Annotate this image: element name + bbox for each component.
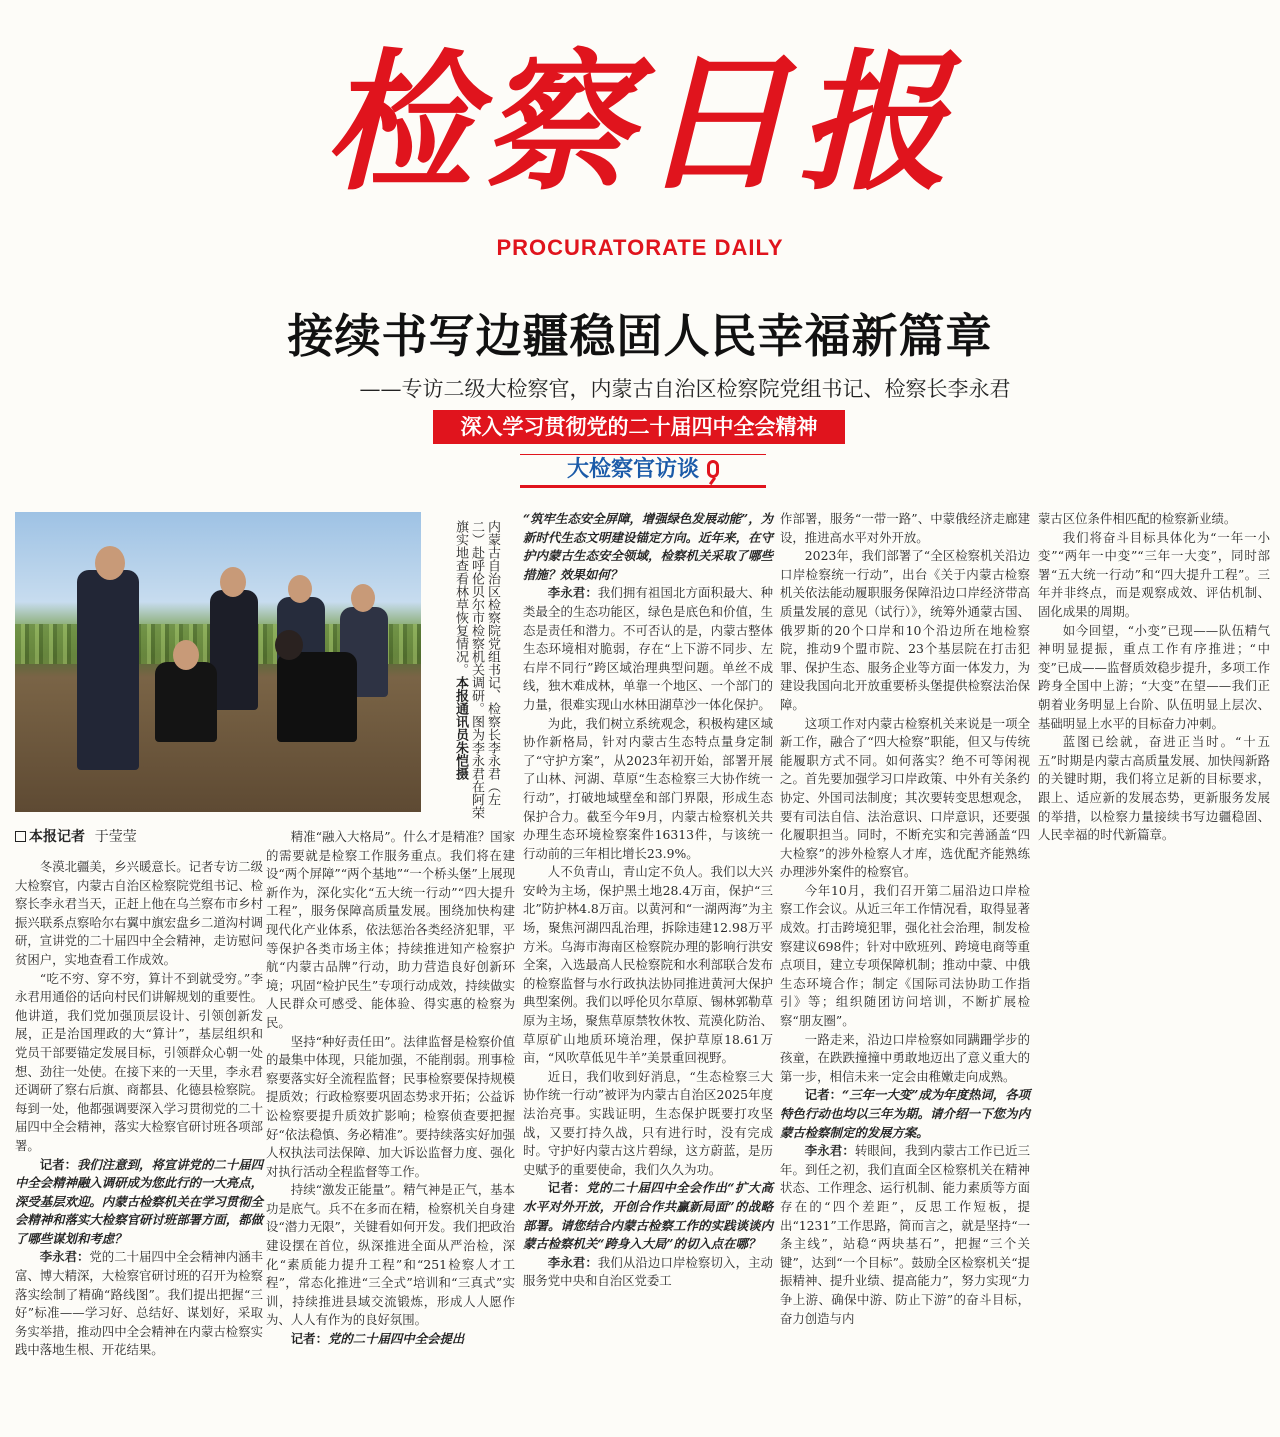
paragraph-text: 冬漠北疆美，乡兴暖意长。记者专访二级大检察官，内蒙古自治区检察院党组书记、检察长李永君当天，正赶上他在乌兰察布市乡村振兴联系点察哈尔右翼中旗宏盘乡二道沟村调研，宣讲党的二十届四中全会精神，走访慰问贫困户，实地查看工作成效。	[15, 859, 263, 967]
caption-text: 内蒙古自治区检察院党组书记、检察长李永君（左二）赴呼伦贝尔市检察机关调研。图为李永君在阿荣旗实地查看林草恢复情况。	[453, 520, 500, 819]
paragraph-text: 蓝图已绘就，奋进正当时。“十五五”时期是内蒙古高质量发展、加快闯新路的关键时期，我们将立足新的目标要求，跟上、适应新的发展态势，更新服务发展的举措，以检察力量接续书写边疆稳固、人民幸福的时代新篇章。	[1038, 734, 1270, 843]
person-head	[95, 546, 125, 580]
paragraph	[15, 1156, 263, 1249]
paragraph-text: 党的二十届四中全会精神内涵丰富、博大精深，大检察官研讨班的召开为检察落实绘制了精确“路线图”。我们提出把握“三好”标准——学习好、总结好、谋划好，采取务实举措，推动四中全会精神在内蒙古检察实践中落地生根、开花结果。	[15, 1249, 264, 1358]
paragraph-text: 转眼间，我到内蒙古工作已近三年。到任之初，我们直面全区检察机关在精神状态、工作理念、运行机制、能力素质等方面存在的“四个差距”，反思工作短板，提出“1231”工作思路，简而言之，就是坚持“一条主线”，站稳“两块基石”，把握“三个关键”，达到“一个目标”。鼓励全区检察机关“提振精神、提升业绩、提高能力”，努力实现“力争上游、确保中游、防止下游”的奋斗目标，奋力创造与内	[780, 1143, 1031, 1326]
masthead-english: PROCURATORATE DAILY	[496, 235, 784, 260]
article-column-5	[1038, 510, 1270, 910]
paragraph	[15, 858, 263, 970]
subheadline: ——专访二级大检察官，内蒙古自治区检察院党组书记、检察长李永君	[359, 377, 1011, 401]
headline: 接续书写边疆稳固人民幸福新篇章	[287, 309, 993, 363]
paragraph	[780, 1031, 1030, 1087]
paragraph	[780, 1086, 1030, 1142]
paragraph	[15, 1248, 263, 1360]
paragraph-text: 这项工作对内蒙古检察机关来说是一项全新工作，融合了“四大检察”职能，但又与传统能履职方式不同。如何落实？绝不可等闲视之。首先要加强学习口岸政策、中外有关条约协定、外国司法制度；其次要转变思想观念，要有司法自信、法治意识、口岸意识，还要强化履职担当。同时，不断充实和完善涵盖“四大检察”的涉外检察人才库，选优配齐能熟练办理涉外案件的检察官。	[780, 715, 1030, 880]
person-head	[275, 630, 303, 660]
paragraph-text: 蒙古区位条件相匹配的检察新业绩。	[1038, 511, 1237, 526]
person-head	[351, 584, 375, 612]
person-head	[288, 575, 312, 603]
speaker-label: 记者：	[39, 1156, 77, 1172]
speaker-label: 记者：	[547, 1180, 587, 1196]
paragraph-text: 我们将奋斗目标具体化为“一年一小变”“两年一中变”“三年一大变”，同时部署“五大统一行动”和“四大提升工程”。三年并非终点，而是观察成效、评估机制、固化成果的周期。	[1038, 529, 1270, 619]
paragraph-text: 如今回望，“小变”已现——队伍精气神明显提振，重点工作有序推进；“中变”已成——监督质效稳步提升，多项工作跨身全国中上游；“大变”在望——我们正朝着业务明显上台阶、队伍明显上层次、基础明显上水平的目标奋力冲刺。	[1038, 622, 1270, 731]
paragraph-text: 人不负青山，青山定不负人。我们以大兴安岭为主场，保护黑土地28.4万亩，保护“三北”防护林4.8万亩。以黄河和“一湖两海”为主场，聚焦河湖四乱治理，拆除违建12.98万平方米。乌海市海南区检察院办理的影响行洪安全案，入选最高人民检察院和水利部联合发布的检察监督与水行政执法协同推进黄河大保护典型案例。我们以呼伦贝尔草原、锡林郭勒草原为主场，聚焦草原禁牧休牧、荒漠化防治、草原矿山地质环境治理，保护草原18.61万亩，“风吹草低见牛羊”美景重回视野。	[523, 864, 773, 1066]
photo-caption	[428, 520, 500, 820]
paragraph	[780, 882, 1030, 1031]
person-figure	[155, 662, 217, 742]
paragraph-text: 我们注意到，将宣讲党的二十届四中全会精神融入调研成为您此行的一大亮点，深受基层欢迎。内蒙古检察机关在学习贯彻全会精神和落实大检察官研讨班部署方面，都做了哪些谋划和考虑？	[15, 1156, 264, 1246]
paragraph-text: 精准“融入大格局”。什么才是精准？国家的需要就是检察工作服务重点。我们将在建设“两个屏障”“两个基地”“一个桥头堡”上展现新作为，深化实化“五大统一行动”“四大提升工程”，服务保障高质量发展。围绕加快构建现代化产业体系，依法惩治各类经济犯罪，平等保护各类市场主体；持续推进知产检察护航“内蒙古品牌”行动，助力营造良好创新环境；巩固“检护民生”专项行动成效，持续做实人民群众可感受、能体验、得实惠的检察为民。	[266, 829, 515, 1030]
theme-banner: 深入学习贯彻党的二十届四中全会精神	[433, 410, 845, 444]
paragraph	[523, 1068, 773, 1180]
news-photo	[15, 512, 421, 812]
paragraph	[266, 1330, 515, 1349]
byline-label: 本报记者	[29, 829, 85, 845]
byline	[15, 826, 265, 846]
paragraph	[523, 1179, 773, 1253]
byline-author: 于莹莹	[94, 829, 137, 845]
paragraph	[780, 715, 1030, 882]
paragraph-text: 坚持“种好责任田”。法律监督是检察价值的最集中体现，只能加强，不能削弱。刑事检察要落实好全流程监督；民事检察要保持规模提质效；行政检察要巩固态势求开拓；公益诉讼检察要提升质效扩影响；检察侦查要把握好“依法稳慎、务必精准”。要持续落实好加强人权执法司法保障、加大诉讼监督力度、强化对执行活动全程监督等工作。	[266, 1033, 515, 1179]
paragraph-text: 今年10月，我们召开第二届沿边口岸检察工作会议。从近三年工作情况看，取得显著成效。打击跨境犯罪，强化社会治理，制发检察建议698件；针对中欧班列、跨境电商等重点项目，建立专项保障机制；推动中蒙、中俄生态环境合作；制定《国际司法协助工作指引》等；组织随团访问培训，不断扩展检察“朋友圈”。	[780, 882, 1030, 1029]
person-figure	[277, 652, 357, 742]
paragraph	[523, 863, 773, 1068]
masthead	[0, 0, 1280, 270]
speaker-label: 记者：	[290, 1331, 328, 1347]
caption-credit: 本报通讯员朱恺摄	[453, 676, 468, 780]
paragraph-text: “吃不穷、穿不穷，算计不到就受穷。”李永君用通俗的话向村民们讲解规划的重要性。他讲道，我们党加强顶层设计、引领创新发展，正是治国理政的大“算计”，基层组织和党员干部要锚定发展目标，引领群众心朝一处想、劲往一处使。在接下来的一天里，李永君还调研了察右后旗、商都县、化德县检察院。每到一处，他都强调要深入学习贯彻党的二十届四中全会精神，落实大检察官研讨班各项部署。	[15, 970, 263, 1153]
paragraph-text: 2023年，我们部署了“全区检察机关沿边口岸检察统一行动”，出台《关于内蒙古检察机关依法能动履职服务保障沿边口岸经济带高质量发展的意见（试行）》，统筹外通蒙古国、俄罗斯的20个口岸和10个沿边所在地检察院，推动9个盟市院、23个基层院在打击犯罪、保护生态、服务企业等方面一体发力，为建设我国向北开放重要桥头堡提供检察法治保障。	[780, 548, 1030, 712]
paragraph	[266, 1181, 515, 1330]
paragraph-text: 我们从沿边口岸检察切入，主动服务党中央和自治区党委工	[523, 1254, 774, 1289]
speaker-label: 李永君：	[39, 1249, 90, 1265]
paragraph	[266, 828, 515, 1033]
paragraph	[266, 1033, 515, 1182]
paragraph	[523, 584, 773, 714]
paragraph-text: 一路走来，沿边口岸检察如同蹒跚学步的孩童，在跌跌撞撞中勇敢地迈出了意义重大的第一步，相信未来一定会由稚嫩走向成熟。	[780, 1031, 1030, 1084]
paragraph	[780, 547, 1030, 714]
person-head	[220, 567, 246, 597]
article-column-1	[15, 858, 263, 1428]
speaker-label: 记者：	[804, 1087, 843, 1103]
paragraph	[523, 510, 773, 584]
microphone-icon	[707, 460, 719, 478]
paragraph-text: 我们拥有祖国北方面积最大、种类最全的生态功能区，绿色是底色和价值，生态是责任和潜力。不可否认的是，内蒙古整体生态环境相对脆弱，存在“上下游不同步、左右岸不同行”跨区域治理典型问题。单丝不成线，独木难成林，单靠一个地区、一个部门的力量，很难实现山水林田湖草沙一体化保护。	[523, 585, 774, 712]
paragraph	[523, 1254, 773, 1291]
paragraph	[780, 510, 1030, 547]
paragraph	[780, 1142, 1030, 1328]
paragraph	[1038, 622, 1270, 734]
speaker-label: 李永君：	[547, 585, 598, 601]
masthead-title: 检察日报	[323, 35, 956, 211]
paragraph	[523, 715, 773, 864]
speaker-label: 李永君：	[804, 1143, 855, 1159]
paragraph	[1038, 510, 1270, 529]
paragraph-text: 持续“激发正能量”。精气神是正气，基本功是底气。兵不在多而在精，检察机关自身建设“潜力无限”，关键看如何开发。我们把政治建设摆在首位，纵深推进全面从严治检，深化“素质能力提升工程”和“251检察人才工程”，常态化推进“三全式”培训和“三真式”实训，持续推进县域交流锻炼，形成人人愿作为、人人有作为的良好氛围。	[266, 1182, 515, 1328]
paragraph-text: 为此，我们树立系统观念，积极构建区域协作新格局，针对内蒙古生态特点量身定制了“守护方案”，从2023年初开始，部署开展了山林、河湖、草原“生态检察三大协作统一行动”，打破地域壁垒和部门界限，形成生态保护合力。截至今年9月，内蒙古检察机关共办理生态环境检察案件16313件，与该统一行动前的三年相比增长23.9%。	[523, 715, 773, 861]
speaker-label: 李永君：	[547, 1254, 598, 1270]
paragraph-text: 党的二十届四中全会提出	[327, 1331, 465, 1347]
paragraph-text: “筑牢生态安全屏障，增强绿色发展动能”，为新时代生态文明建设锚定方向。近年来，在守护内蒙古生态安全领域，检察机关采取了哪些措施？效果如何？	[523, 511, 773, 582]
article-column-2	[266, 828, 515, 1428]
person-figure	[210, 590, 258, 710]
article-column-3	[523, 510, 773, 1428]
column-tag-label: 大检察官访谈	[566, 457, 699, 482]
paragraph-text: 近日，我们收到好消息，“生态检察三大协作统一行动”被评为内蒙古自治区2025年度法治亮事。实践证明，生态保护既要打攻坚战，又要打持久战，只有进行时，没有完成时。守护好内蒙古这片碧绿，这方蔚蓝，是历史赋予的重要使命，我们久久为功。	[523, 1068, 773, 1177]
column-tag	[520, 454, 766, 488]
paragraph-text: 党的二十届四中全会作出“扩大高水平对外开放，开创合作共赢新局面”的战略部署。请您结合内蒙古检察工作的实践谈谈内蒙古检察机关“跨身入大局”的切入点在哪？	[523, 1180, 773, 1252]
paragraph	[15, 970, 263, 1156]
person-figure	[77, 570, 139, 770]
article-column-4	[780, 510, 1030, 1428]
paragraph	[1038, 733, 1270, 845]
byline-box-icon	[15, 831, 26, 842]
paragraph	[1038, 529, 1270, 622]
paragraph-text: 作部署，服务“一带一路”、中蒙俄经济走廊建设，推进高水平对外开放。	[780, 511, 1030, 545]
person-head	[173, 640, 199, 670]
paragraph-text: “三年一大变”成为年度热词，各项特色行动也均以三年为期。请介绍一下您为内蒙古检察制定的发展方案。	[780, 1087, 1031, 1140]
